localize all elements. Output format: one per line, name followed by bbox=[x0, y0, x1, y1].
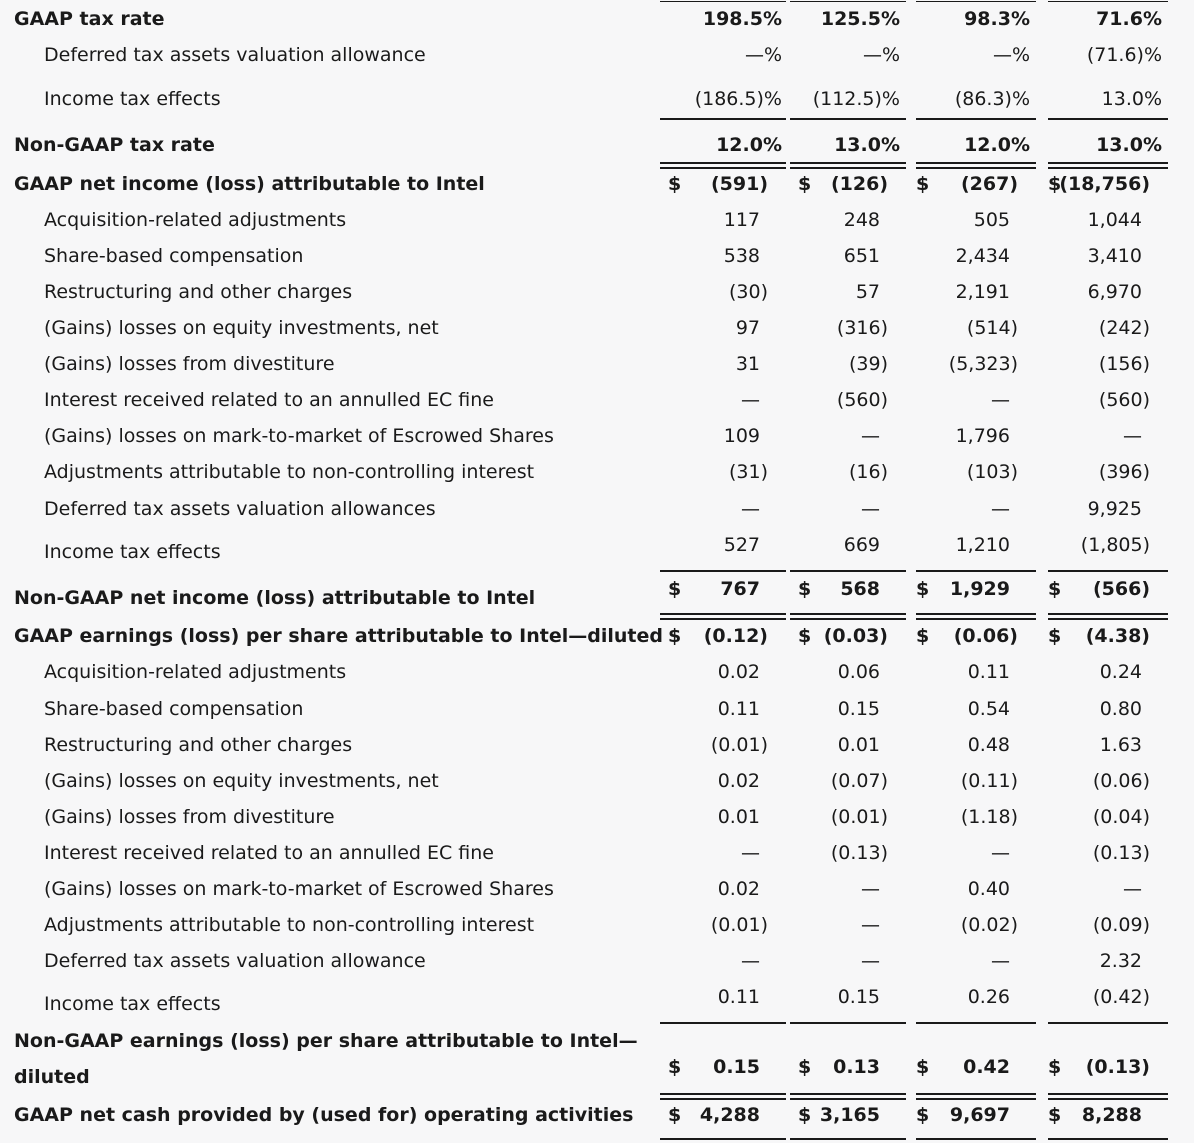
value-cell: (0.06) bbox=[1092, 770, 1150, 792]
value-cell: 0.02 bbox=[717, 770, 760, 792]
value-cell: — bbox=[1123, 425, 1142, 447]
value-cell: (0.01) bbox=[710, 734, 768, 756]
double-underline bbox=[1048, 1093, 1168, 1100]
value-cell: 568 bbox=[840, 578, 880, 600]
value-cell: 1.63 bbox=[1099, 734, 1142, 756]
double-underline bbox=[916, 613, 1036, 620]
value-cell: 3,165 bbox=[819, 1104, 880, 1126]
value-cell: (560) bbox=[1098, 389, 1150, 411]
value-cell: 0.54 bbox=[967, 698, 1010, 720]
value-cell: 1,044 bbox=[1087, 209, 1142, 231]
row-label: Adjustments attributable to non-controlling interest bbox=[44, 461, 535, 483]
double-underline bbox=[790, 162, 906, 169]
value-cell: (39) bbox=[848, 353, 888, 375]
value-cell: 651 bbox=[843, 245, 880, 267]
value-cell: (186.5)% bbox=[694, 88, 782, 110]
value-cell: 0.11 bbox=[717, 986, 760, 1008]
value-cell: — bbox=[741, 498, 760, 520]
row-label: Income tax effects bbox=[44, 88, 221, 110]
currency-symbol: $ bbox=[1048, 173, 1062, 195]
underline bbox=[1048, 118, 1168, 120]
value-cell: (0.07) bbox=[830, 770, 888, 792]
value-cell: (5,323) bbox=[948, 353, 1018, 375]
row-label: (Gains) losses on equity investments, net bbox=[44, 770, 439, 792]
value-cell: (30) bbox=[728, 281, 768, 303]
value-cell: 0.15 bbox=[713, 1056, 760, 1078]
row-label: Income tax effects bbox=[44, 993, 221, 1015]
row-label: (Gains) losses on equity investments, net bbox=[44, 317, 439, 339]
currency-symbol: $ bbox=[668, 1056, 682, 1078]
value-cell: 3,410 bbox=[1087, 245, 1142, 267]
row-label: Restructuring and other charges bbox=[44, 281, 353, 303]
value-cell: 0.11 bbox=[967, 661, 1010, 683]
row-label: Acquisition-related adjustments bbox=[44, 209, 347, 231]
value-cell: 0.06 bbox=[837, 661, 880, 683]
value-cell: 1,210 bbox=[955, 534, 1010, 556]
value-cell: (591) bbox=[710, 173, 768, 195]
value-cell: 2.32 bbox=[1099, 950, 1142, 972]
underline bbox=[660, 1022, 786, 1024]
value-cell: — bbox=[861, 425, 880, 447]
value-cell: 0.24 bbox=[1099, 661, 1142, 683]
value-cell: 767 bbox=[720, 578, 760, 600]
underline bbox=[1048, 1022, 1168, 1024]
row-label: Interest received related to an annulled EC fine bbox=[44, 842, 494, 864]
row-label: Adjustments attributable to non-controlling interest bbox=[44, 914, 535, 936]
value-cell: 538 bbox=[723, 245, 760, 267]
row-label: Acquisition-related adjustments bbox=[44, 661, 347, 683]
value-cell: 31 bbox=[735, 353, 760, 375]
underline bbox=[790, 1022, 906, 1024]
underline bbox=[916, 1138, 1036, 1140]
currency-symbol: $ bbox=[1048, 1056, 1062, 1078]
value-cell: (0.01) bbox=[830, 806, 888, 828]
value-cell: 12.0% bbox=[964, 134, 1030, 156]
currency-symbol: $ bbox=[916, 578, 930, 600]
row-label: GAAP earnings (loss) per share attributable to Intel—diluted bbox=[14, 625, 663, 647]
value-cell: 0.01 bbox=[717, 806, 760, 828]
value-cell: —% bbox=[744, 44, 782, 66]
value-cell: (0.06) bbox=[953, 625, 1018, 647]
value-cell: 8,288 bbox=[1081, 1104, 1142, 1126]
value-cell: —% bbox=[992, 44, 1030, 66]
double-underline bbox=[660, 1093, 786, 1100]
value-cell: (0.04) bbox=[1092, 806, 1150, 828]
value-cell: (1.18) bbox=[960, 806, 1018, 828]
value-cell: 97 bbox=[735, 317, 760, 339]
value-cell: (316) bbox=[836, 317, 888, 339]
value-cell: 13.0% bbox=[834, 134, 900, 156]
value-cell: 0.15 bbox=[837, 698, 880, 720]
value-cell: (0.13) bbox=[830, 842, 888, 864]
row-label: (Gains) losses on mark-to-market of Escrowed Shares bbox=[44, 425, 554, 447]
value-cell: (4.38) bbox=[1085, 625, 1150, 647]
value-cell: 71.6% bbox=[1096, 8, 1162, 30]
row-label: (Gains) losses on mark-to-market of Escrowed Shares bbox=[44, 878, 554, 900]
currency-symbol: $ bbox=[668, 1104, 682, 1126]
value-cell: (31) bbox=[728, 461, 768, 483]
value-cell: (267) bbox=[960, 173, 1018, 195]
value-cell: — bbox=[861, 950, 880, 972]
underline bbox=[660, 570, 786, 572]
row-label: Deferred tax assets valuation allowance bbox=[44, 44, 426, 66]
row-label: GAAP net cash provided by (used for) operating activities bbox=[14, 1104, 634, 1126]
value-cell: 2,191 bbox=[955, 281, 1010, 303]
value-cell: (0.13) bbox=[1092, 842, 1150, 864]
value-cell: 0.02 bbox=[717, 661, 760, 683]
value-cell: (156) bbox=[1098, 353, 1150, 375]
currency-symbol: $ bbox=[668, 625, 682, 647]
row-label: Interest received related to an annulled EC fine bbox=[44, 389, 494, 411]
top-border bbox=[660, 1, 786, 2]
currency-symbol: $ bbox=[916, 1104, 930, 1126]
currency-symbol: $ bbox=[798, 173, 812, 195]
row-label: Non-GAAP earnings (loss) per share attributable to Intel— bbox=[14, 1030, 638, 1052]
value-cell: — bbox=[861, 914, 880, 936]
value-cell: 505 bbox=[973, 209, 1010, 231]
value-cell: 109 bbox=[723, 425, 760, 447]
underline bbox=[660, 118, 786, 120]
top-border bbox=[1048, 1, 1168, 2]
double-underline bbox=[916, 162, 1036, 169]
value-cell: 117 bbox=[723, 209, 760, 231]
value-cell: — bbox=[741, 842, 760, 864]
value-cell: 0.13 bbox=[833, 1056, 880, 1078]
value-cell: 13.0% bbox=[1101, 88, 1162, 110]
row-label: GAAP net income (loss) attributable to Intel bbox=[14, 173, 485, 195]
double-underline bbox=[790, 1093, 906, 1100]
underline bbox=[790, 1138, 906, 1140]
underline bbox=[1048, 1138, 1168, 1140]
value-cell: 527 bbox=[723, 534, 760, 556]
value-cell: (0.42) bbox=[1092, 986, 1150, 1008]
value-cell: (396) bbox=[1098, 461, 1150, 483]
value-cell: — bbox=[991, 389, 1010, 411]
value-cell: 13.0% bbox=[1096, 134, 1162, 156]
value-cell: 57 bbox=[855, 281, 880, 303]
row-label: Restructuring and other charges bbox=[44, 734, 353, 756]
row-label: Income tax effects bbox=[44, 541, 221, 563]
value-cell: 248 bbox=[843, 209, 880, 231]
underline bbox=[1048, 570, 1168, 572]
row-label: Share-based compensation bbox=[44, 698, 304, 720]
value-cell: 1,796 bbox=[955, 425, 1010, 447]
value-cell: 0.40 bbox=[967, 878, 1010, 900]
double-underline bbox=[916, 1093, 1036, 1100]
value-cell: — bbox=[1123, 878, 1142, 900]
top-border bbox=[916, 1, 1036, 2]
currency-symbol: $ bbox=[798, 578, 812, 600]
row-label: (Gains) losses from divestiture bbox=[44, 353, 335, 375]
value-cell: (1,805) bbox=[1080, 534, 1150, 556]
value-cell: (86.3)% bbox=[954, 88, 1030, 110]
value-cell: — bbox=[741, 950, 760, 972]
double-underline bbox=[1048, 162, 1168, 169]
double-underline bbox=[660, 613, 786, 620]
currency-symbol: $ bbox=[798, 1104, 812, 1126]
value-cell: (242) bbox=[1098, 317, 1150, 339]
value-cell: 0.48 bbox=[967, 734, 1010, 756]
value-cell: 0.01 bbox=[837, 734, 880, 756]
value-cell: — bbox=[741, 389, 760, 411]
row-label: Non-GAAP tax rate bbox=[14, 134, 215, 156]
value-cell: 6,970 bbox=[1087, 281, 1142, 303]
underline bbox=[790, 570, 906, 572]
value-cell: 0.15 bbox=[837, 986, 880, 1008]
value-cell: (566) bbox=[1092, 578, 1150, 600]
value-cell: (514) bbox=[966, 317, 1018, 339]
currency-symbol: $ bbox=[798, 625, 812, 647]
value-cell: 9,697 bbox=[949, 1104, 1010, 1126]
value-cell: 0.02 bbox=[717, 878, 760, 900]
currency-symbol: $ bbox=[668, 173, 682, 195]
value-cell: (0.03) bbox=[823, 625, 888, 647]
value-cell: (103) bbox=[966, 461, 1018, 483]
row-label: Non-GAAP net income (loss) attributable to Intel bbox=[14, 587, 536, 609]
value-cell: 0.80 bbox=[1099, 698, 1142, 720]
double-underline bbox=[790, 613, 906, 620]
row-label-continued: diluted bbox=[14, 1066, 90, 1088]
value-cell: 9,925 bbox=[1087, 498, 1142, 520]
value-cell: 12.0% bbox=[716, 134, 782, 156]
currency-symbol: $ bbox=[798, 1056, 812, 1078]
value-cell: (71.6)% bbox=[1086, 44, 1162, 66]
value-cell: —% bbox=[862, 44, 900, 66]
row-label: GAAP tax rate bbox=[14, 8, 165, 30]
top-border bbox=[790, 1, 906, 2]
value-cell: — bbox=[861, 878, 880, 900]
value-cell: 669 bbox=[843, 534, 880, 556]
currency-symbol: $ bbox=[916, 625, 930, 647]
value-cell: (126) bbox=[830, 173, 888, 195]
underline bbox=[790, 118, 906, 120]
value-cell: 98.3% bbox=[964, 8, 1030, 30]
underline bbox=[916, 118, 1036, 120]
currency-symbol: $ bbox=[1048, 625, 1062, 647]
currency-symbol: $ bbox=[916, 1056, 930, 1078]
currency-symbol: $ bbox=[1048, 1104, 1062, 1126]
value-cell: 1,929 bbox=[949, 578, 1010, 600]
row-label: (Gains) losses from divestiture bbox=[44, 806, 335, 828]
value-cell: (112.5)% bbox=[812, 88, 900, 110]
value-cell: 4,288 bbox=[699, 1104, 760, 1126]
value-cell: 2,434 bbox=[955, 245, 1010, 267]
underline bbox=[916, 570, 1036, 572]
value-cell: (0.02) bbox=[960, 914, 1018, 936]
value-cell: (0.09) bbox=[1092, 914, 1150, 936]
value-cell: — bbox=[861, 498, 880, 520]
value-cell: — bbox=[991, 950, 1010, 972]
double-underline bbox=[1048, 613, 1168, 620]
value-cell: (560) bbox=[836, 389, 888, 411]
value-cell: 198.5% bbox=[702, 8, 782, 30]
row-label: Deferred tax assets valuation allowances bbox=[44, 498, 436, 520]
row-label: Deferred tax assets valuation allowance bbox=[44, 950, 426, 972]
underline bbox=[660, 1138, 786, 1140]
currency-symbol: $ bbox=[1048, 578, 1062, 600]
underline bbox=[916, 1022, 1036, 1024]
value-cell: (0.13) bbox=[1085, 1056, 1150, 1078]
currency-symbol: $ bbox=[916, 173, 930, 195]
value-cell: 125.5% bbox=[820, 8, 900, 30]
double-underline bbox=[660, 162, 786, 169]
value-cell: 0.26 bbox=[967, 986, 1010, 1008]
value-cell: — bbox=[991, 498, 1010, 520]
value-cell: (0.11) bbox=[960, 770, 1018, 792]
value-cell: (0.01) bbox=[710, 914, 768, 936]
value-cell: (0.12) bbox=[703, 625, 768, 647]
value-cell: — bbox=[991, 842, 1010, 864]
value-cell: (18,756) bbox=[1059, 173, 1150, 195]
value-cell: 0.42 bbox=[963, 1056, 1010, 1078]
value-cell: (16) bbox=[848, 461, 888, 483]
currency-symbol: $ bbox=[668, 578, 682, 600]
row-label: Share-based compensation bbox=[44, 245, 304, 267]
value-cell: 0.11 bbox=[717, 698, 760, 720]
